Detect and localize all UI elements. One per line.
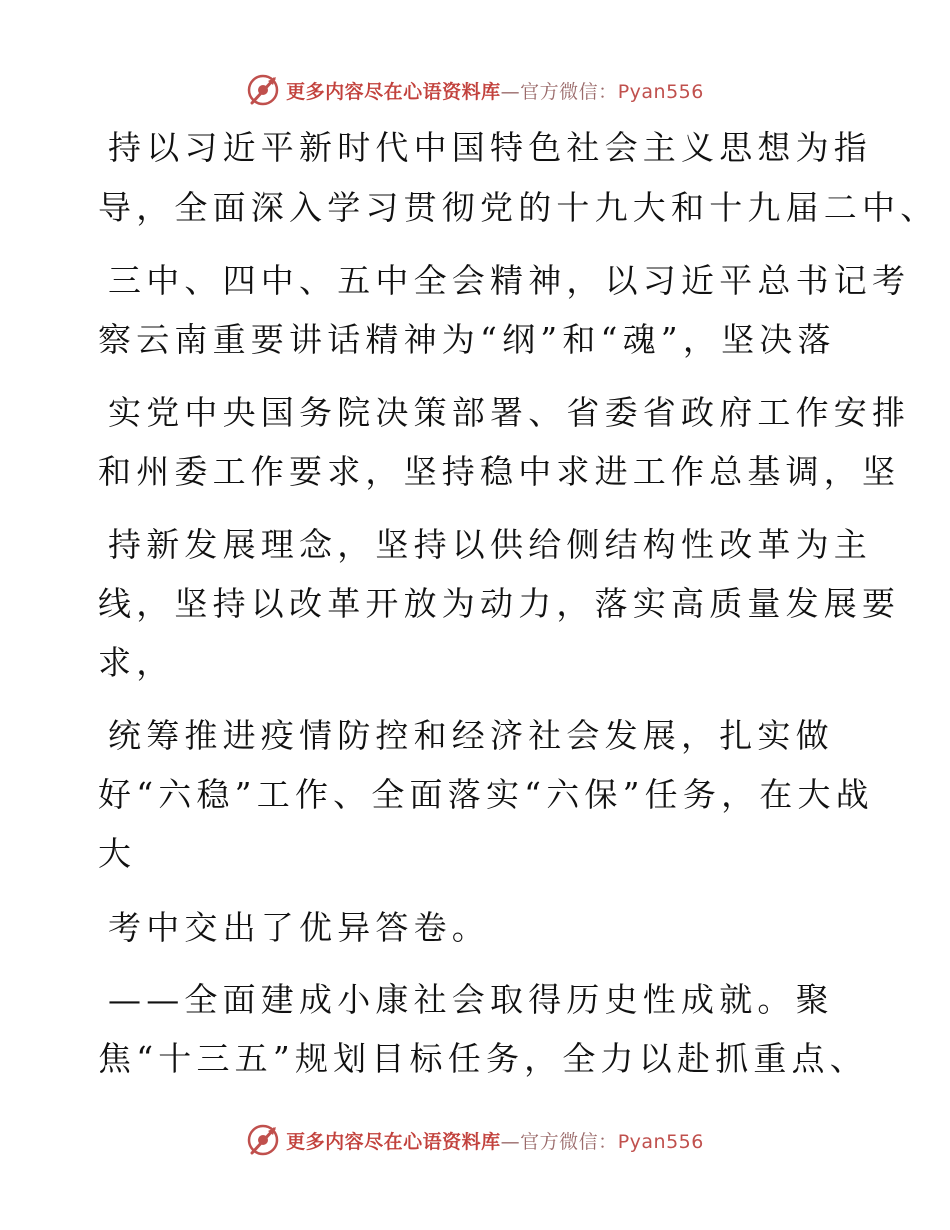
banner-wechat-id: Pyan556 [617,80,704,103]
banner-text [286,1127,704,1154]
header-banner-content [246,73,704,107]
quill-logo-icon [246,73,280,107]
text-line: 考中交出了优异答卷。 [108,908,490,947]
banner-wechat-label: 官方微信： [520,80,618,103]
text-line: 持以习近平新时代中国特色社会主义思想为指 [108,128,872,167]
banner-wechat-id: Pyan556 [617,1130,704,1153]
footer-banner-content [246,1123,704,1157]
text-line: 导，全面深入学习贯彻党的十九大和十九届二中、 [98,188,939,227]
banner-separator: — [500,80,521,103]
text-line: 线，坚持以改革开放为动力，落实高质量发展要 [98,584,901,623]
text-line: 统筹推进疫情防控和经济社会发展，扎实做 [108,716,834,755]
text-line: 焦“十三五”规划目标任务，全力以赴抓重点、 [98,1039,868,1078]
banner-site-text: 更多内容尽在心语资料库 [286,1130,501,1153]
banner-site-text: 更多内容尽在心语资料库 [286,80,501,103]
text-line: 好“六稳”工作、全面落实“六保”任务，在大战 [98,775,874,814]
text-line: ——全面建成小康社会取得历史性成就。聚 [108,980,834,1019]
banner-wechat-label: 官方微信： [520,1130,618,1153]
quill-logo-icon [246,1123,280,1157]
text-line: 持新发展理念，坚持以供给侧结构性改革为主 [108,525,872,564]
text-line: 和州委工作要求，坚持稳中求进工作总基调，坚 [98,452,901,491]
header-banner [0,70,950,110]
footer-banner [0,1120,950,1160]
text-line: 大 [98,834,137,873]
banner-text [286,77,704,104]
text-line: 实党中央国务院决策部署、省委省政府工作安排 [108,393,911,432]
text-line: 察云南重要讲话精神为“纲”和“魂”，坚决落 [98,320,836,359]
banner-separator: — [500,1130,521,1153]
text-line: 求， [98,643,175,682]
text-line: 三中、四中、五中全会精神，以习近平总书记考 [108,261,911,300]
